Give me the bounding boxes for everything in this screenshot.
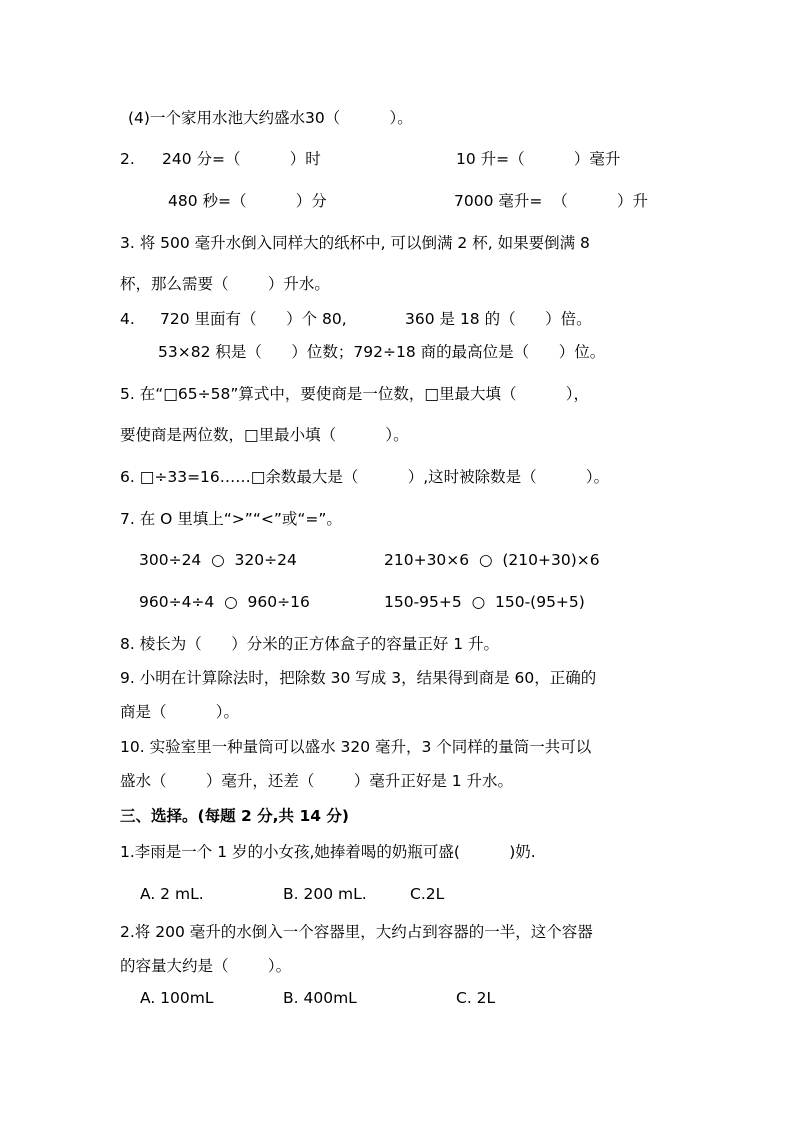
choice-1-option-b: B. 200 mL. (283, 885, 367, 903)
question-7-d: 150-95+5 ○ 150-(95+5) (384, 593, 585, 611)
choice-2-line-2: 的容量大约是（ ）。 (120, 957, 292, 975)
question-9-line-2: 商是（ ）。 (120, 703, 240, 721)
question-10-line-2: 盛水（ ）毫升，还差（ ）毫升正好是 1 升水。 (120, 772, 514, 790)
question-8: 8. 棱长为（ ）分米的正方体盒子的容量正好 1 升。 (120, 635, 499, 653)
question-10-line-1: 10. 实验室里一种量筒可以盛水 320 毫升，3 个同样的量筒一共可以 (120, 738, 592, 756)
choice-1-option-a: A. 2 mL. (140, 885, 204, 903)
question-2-a: 240 分=（ ）时 (162, 150, 321, 168)
question-4-a: 720 里面有（ ）个 80, (160, 310, 347, 328)
question-3-line-2: 杯，那么需要（ ）升水。 (120, 275, 330, 293)
question-7-c: 960÷4÷4 ○ 960÷16 (139, 593, 310, 611)
choice-2-line-1: 2.将 200 毫升的水倒入一个容器里，大约占到容器的一半，这个容器 (120, 923, 593, 941)
question-7-b: 210+30×6 ○ (210+30)×6 (384, 551, 600, 569)
choice-2-option-c: C. 2L (456, 989, 496, 1007)
question-2-number: 2. (120, 150, 135, 168)
choice-2-option-a: A. 100mL (140, 989, 214, 1007)
question-4-number: 4. (120, 310, 135, 328)
choice-2-option-b: B. 400mL (283, 989, 357, 1007)
question-5-line-2: 要使商是两位数，□里最小填（ ）。 (120, 426, 409, 444)
choice-1-option-c: C.2L (410, 885, 445, 903)
choice-1: 1.李雨是一个 1 岁的小女孩,她捧着喝的奶瓶可盛( )奶. (120, 843, 536, 861)
question-7-a: 300÷24 ○ 320÷24 (139, 551, 297, 569)
question-3-line-1: 3. 将 500 毫升水倒入同样大的纸杯中, 可以倒满 2 杯, 如果要倒满 8 (120, 234, 590, 252)
question-2-c: 480 秒=（ ）分 (168, 192, 327, 210)
question-5-line-1: 5. 在“□65÷58”算式中，要使商是一位数，□里最大填（ ）， (120, 385, 590, 403)
question-1-4: (4)一个家用水池大约盛水30（ ）。 (128, 109, 413, 127)
question-7: 7. 在 O 里填上“>”“<”或“=”。 (120, 510, 342, 528)
question-4-b: 360 是 18 的（ ）倍。 (405, 310, 592, 328)
section-3-heading: 三、选择。(每题 2 分,共 14 分) (120, 807, 349, 825)
question-2-b: 10 升=（ ）毫升 (456, 150, 621, 168)
question-9-line-1: 9. 小明在计算除法时，把除数 30 写成 3，结果得到商是 60，正确的 (120, 669, 597, 687)
question-2-d: 7000 毫升= （ ）升 (454, 192, 648, 210)
question-6: 6. □÷33=16……□余数最大是（ ）,这时被除数是（ ）。 (120, 468, 610, 486)
question-4-c: 53×82 积是（ ）位数；792÷18 商的最高位是（ ）位。 (158, 343, 606, 361)
